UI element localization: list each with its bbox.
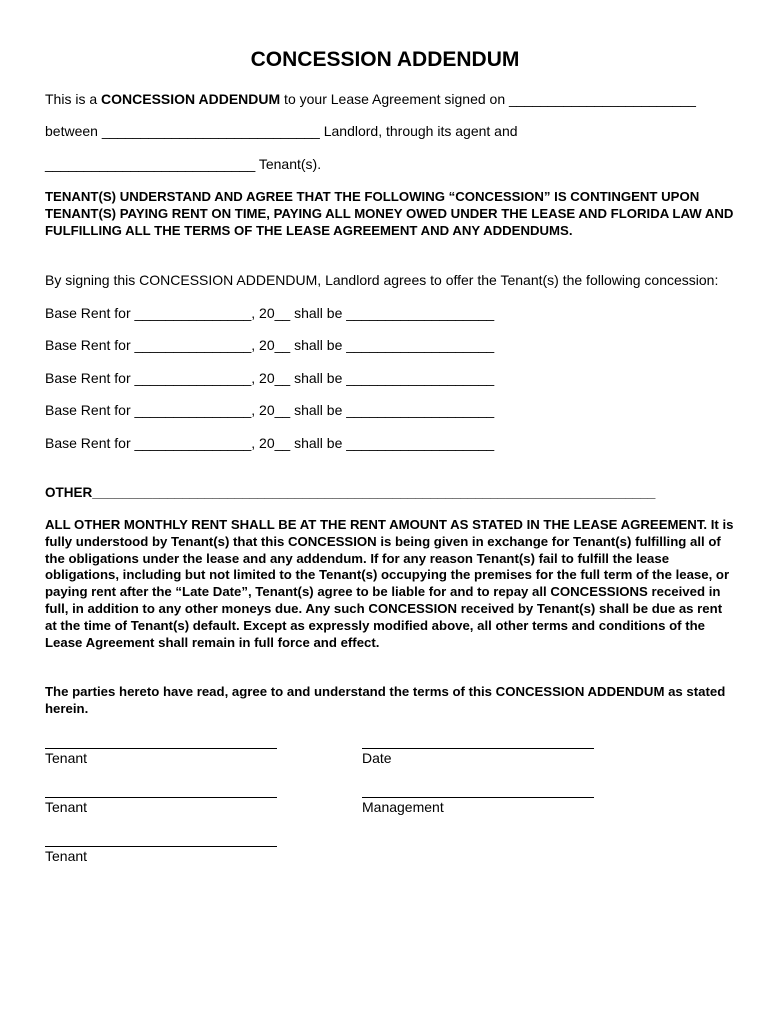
- base-rent-line-5: Base Rent for _______________, 20__ shall be ___________________: [45, 435, 495, 451]
- tenant-1-signature-line: [45, 748, 277, 749]
- tenant-3-signature-line: [45, 846, 277, 847]
- contingent-paragraph: TENANT(S) UNDERSTAND AND AGREE THAT THE FOLLOWING “CONCESSION” IS CONTINGENT UPON TENANT(S) PAYING RENT ON TIME, PAYING ALL MONEY OWED UNDER THE LEASE AND FLORIDA LAW AND FULFILLING ALL THE TERMS OF THE LEASE AGREEMENT AND ANY ADDENDUMS.: [45, 189, 734, 238]
- intro-bold: CONCESSION ADDENDUM: [101, 91, 281, 107]
- tenant-2-signature-line: [45, 797, 277, 798]
- date-signature-line: [362, 748, 594, 749]
- intro-pre: This is a: [45, 91, 102, 107]
- document-title: CONCESSION ADDENDUM: [250, 48, 520, 71]
- tenant-line: ___________________________ Tenant(s).: [45, 156, 322, 172]
- management-signature-line: [362, 797, 594, 798]
- tenant-3-label: Tenant: [45, 848, 88, 864]
- base-rent-line-2: Base Rent for _______________, 20__ shall be ___________________: [45, 337, 495, 353]
- base-rent-line-1: Base Rent for _______________, 20__ shall be ___________________: [45, 305, 495, 321]
- intro-post: to your Lease Agreement signed on ________________________: [280, 91, 696, 107]
- parties-paragraph: The parties hereto have read, agree to and understand the terms of this CONCESSION ADDENDUM as stated herein.: [45, 684, 726, 716]
- tenant-2-label: Tenant: [45, 799, 88, 815]
- between-line: between ____________________________ Landlord, through its agent and: [45, 123, 518, 139]
- other-line: OTHER___________________________________________________________________________: [45, 485, 656, 500]
- date-label: Date: [362, 750, 392, 766]
- intro-line: [45, 91, 696, 108]
- base-rent-line-3: Base Rent for _______________, 20__ shall be ___________________: [45, 370, 495, 386]
- signing-line: By signing this CONCESSION ADDENDUM, Landlord agrees to offer the Tenant(s) the following concession:: [45, 272, 719, 288]
- base-rent-line-4: Base Rent for _______________, 20__ shall be ___________________: [45, 402, 495, 418]
- rent-paragraph: ALL OTHER MONTHLY RENT SHALL BE AT THE RENT AMOUNT AS STATED IN THE LEASE AGREEMENT. It is fully understood by Tenant(s) that this CONCESSION is being given in exchange for Tenant(s) fulfilling all of the obligations under the lease and any addendum. If for any reason Tenant(s) fail to fulfill the lease obligations, including but not limited to the Tenant(s) occupying the premises for the full term of the lease, or paying rent after the “Late Date”, Tenant(s) agree to be liable for and to repay all CONCESSIONS received in full, in addition to any other moneys due. Any such CONCESSION received by Tenant(s) shall be due as rent at the time of Tenant(s) default. Except as expressly modified above, all other terms and conditions of the Lease Agreement shall remain in full force and effect.: [45, 517, 734, 650]
- tenant-1-label: Tenant: [45, 750, 88, 766]
- management-label: Management: [362, 799, 444, 815]
